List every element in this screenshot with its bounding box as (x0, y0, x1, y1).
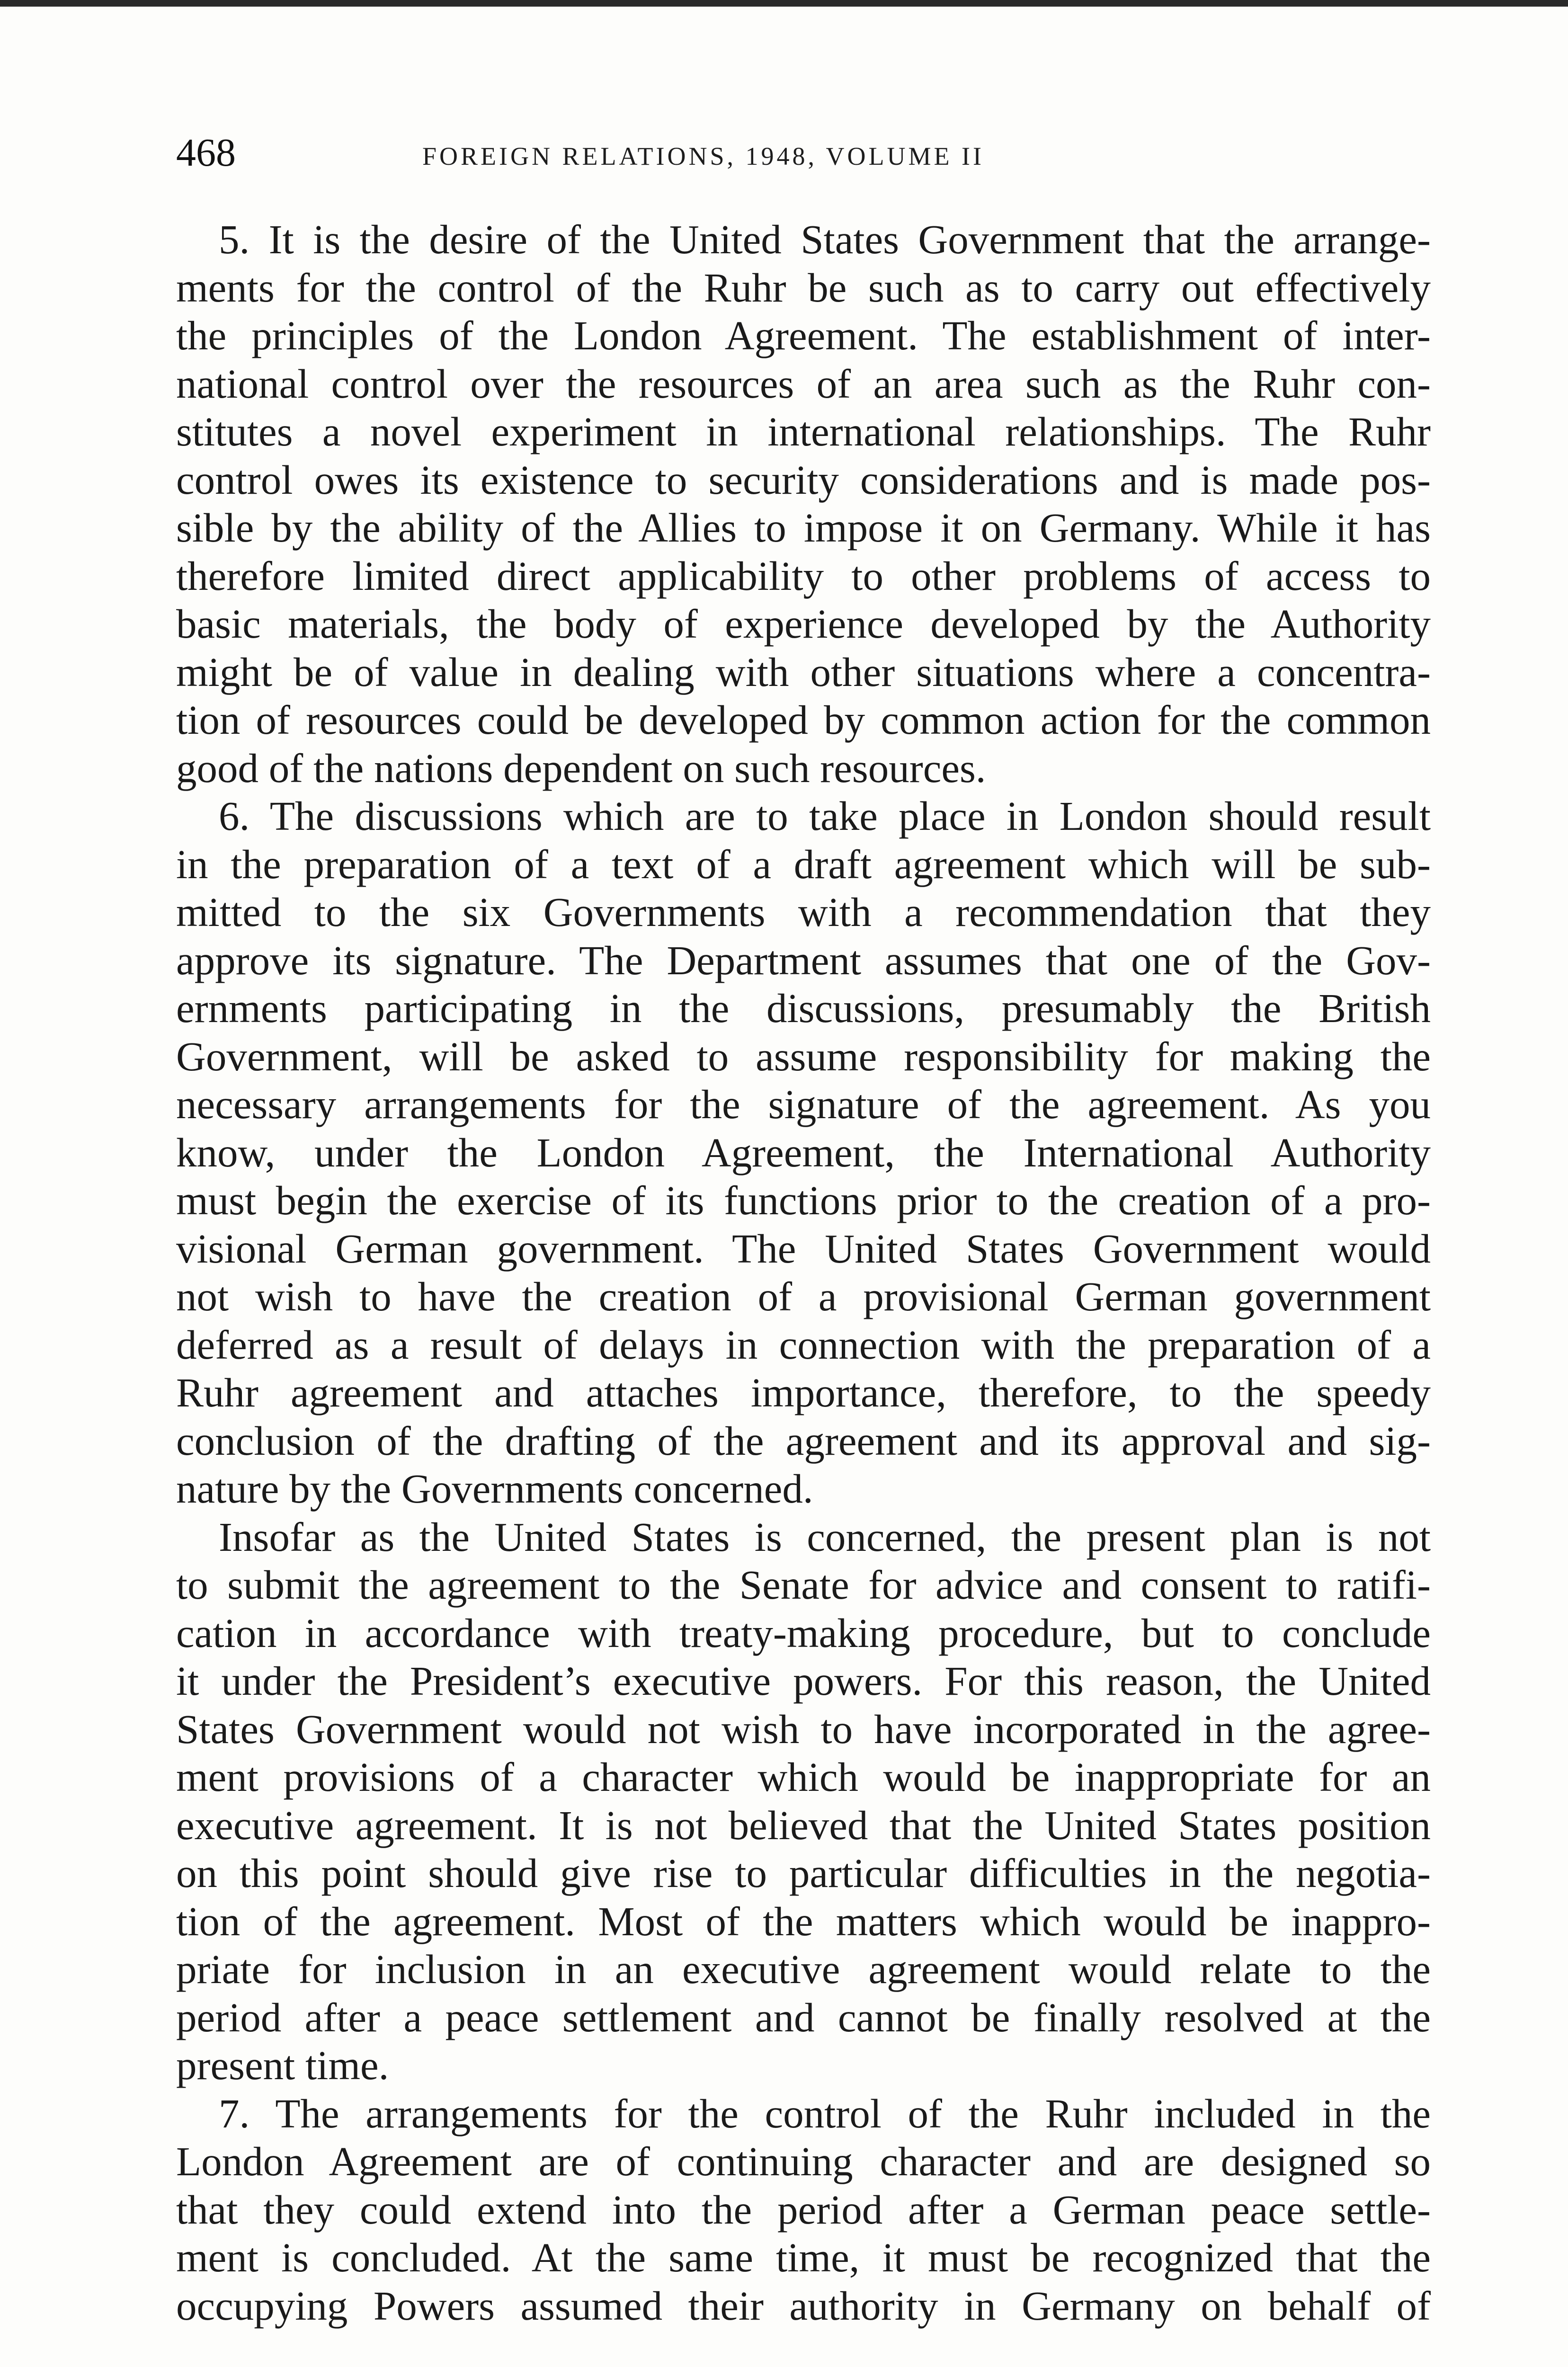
text-line: good of the nations dependent on such resources. (176, 745, 986, 791)
text-line: control owes its existence to security considerations and is made pos- (176, 456, 1431, 503)
text-line: tion of resources could be developed by common action for the common (176, 697, 1431, 743)
text-line: ments for the control of the Ruhr be such as to carry out effectively (176, 264, 1431, 311)
text-line: national control over the resources of an area such as the Ruhr con- (176, 360, 1431, 407)
text-line: the principles of the London Agreement. The establishment of inter- (176, 312, 1431, 358)
text-line: tion of the agreement. Most of the matters which would be inappro- (176, 1898, 1431, 1944)
text-line: period after a peace settlement and cannot be finally resolved at the (176, 1994, 1431, 2040)
text-line: London Agreement are of continuing character and are designed so (176, 2138, 1431, 2184)
text-line: occupying Powers assumed their authority in Germany on behalf of (176, 2282, 1431, 2329)
text-line: in the preparation of a text of a draft agreement which will be sub- (176, 841, 1431, 887)
text-line: must begin the exercise of its functions prior to the creation of a pro- (176, 1177, 1431, 1223)
paragraph-7 (176, 2090, 1431, 2330)
text-line: ment provisions of a character which would be inappropriate for an (176, 1754, 1431, 1800)
text-line: approve its signature. The Department assumes that one of the Gov- (176, 937, 1431, 983)
scan-top-edge (0, 0, 1568, 7)
text-line: not wish to have the creation of a provisional German government (176, 1273, 1431, 1319)
text-line: States Government would not wish to have incorporated in the agree- (176, 1706, 1431, 1752)
paragraph-5 (176, 215, 1431, 792)
text-line: on this point should give rise to particular difficulties in the negotia- (176, 1850, 1431, 1896)
text-line: sible by the ability of the Allies to impose it on Germany. While it has (176, 505, 1431, 551)
text-line: ment is concluded. At the same time, it must be recognized that the (176, 2234, 1431, 2280)
text-line: know, under the London Agreement, the International Authority (176, 1129, 1431, 1175)
page-number: 468 (176, 131, 236, 175)
text-line: Government, will be asked to assume responsibility for making the (176, 1033, 1431, 1079)
text-line: mitted to the six Governments with a recommendation that they (176, 889, 1431, 935)
page-header (176, 127, 1426, 179)
text-line: executive agreement. It is not believed that the United States position (176, 1802, 1431, 1848)
text-line: basic materials, the body of experience developed by the Authority (176, 601, 1431, 647)
text-line: 7. The arrangements for the control of the Ruhr included in the (219, 2090, 1431, 2136)
text-line: 5. It is the desire of the United States Government that the arrange- (219, 216, 1431, 262)
text-line: Ruhr agreement and attaches importance, therefore, to the speedy (176, 1370, 1431, 1415)
running-head: FOREIGN RELATIONS, 1948, VOLUME II (422, 142, 984, 170)
text-line: visional German government. The United States Government would (176, 1225, 1431, 1272)
text-line: that they could extend into the period after a German peace settle- (176, 2186, 1431, 2233)
text-line: Insofar as the United States is concerned, the present plan is not (219, 1513, 1431, 1560)
body-text (176, 215, 1431, 2330)
text-line: cation in accordance with treaty-making procedure, but to conclude (176, 1610, 1431, 1656)
paragraph-6 (176, 792, 1431, 1513)
text-line: deferred as a result of delays in connection with the preparation of a (176, 1321, 1431, 1368)
text-line: nature by the Governments concerned. (176, 1466, 813, 1512)
text-line: might be of value in dealing with other situations where a concentra- (176, 649, 1431, 695)
text-line: therefore limited direct applicability to other problems of access to (176, 552, 1431, 599)
text-line: to submit the agreement to the Senate for advice and consent to ratifi- (176, 1562, 1431, 1608)
text-line: conclusion of the drafting of the agreement and its approval and sig- (176, 1417, 1431, 1464)
text-line: stitutes a novel experiment in international relationships. The Ruhr (176, 409, 1431, 454)
text-line: present time. (176, 2042, 389, 2088)
text-line: 6. The discussions which are to take place in London should result (219, 793, 1431, 839)
paragraph-insofar (176, 1513, 1431, 2090)
text-line: it under the President’s executive powers. For this reason, the United (176, 1658, 1431, 1704)
text-line: ernments participating in the discussions, presumably the British (176, 985, 1431, 1031)
text-line: priate for inclusion in an executive agreement would relate to the (176, 1946, 1431, 1992)
text-line: necessary arrangements for the signature of the agreement. As you (176, 1081, 1431, 1127)
